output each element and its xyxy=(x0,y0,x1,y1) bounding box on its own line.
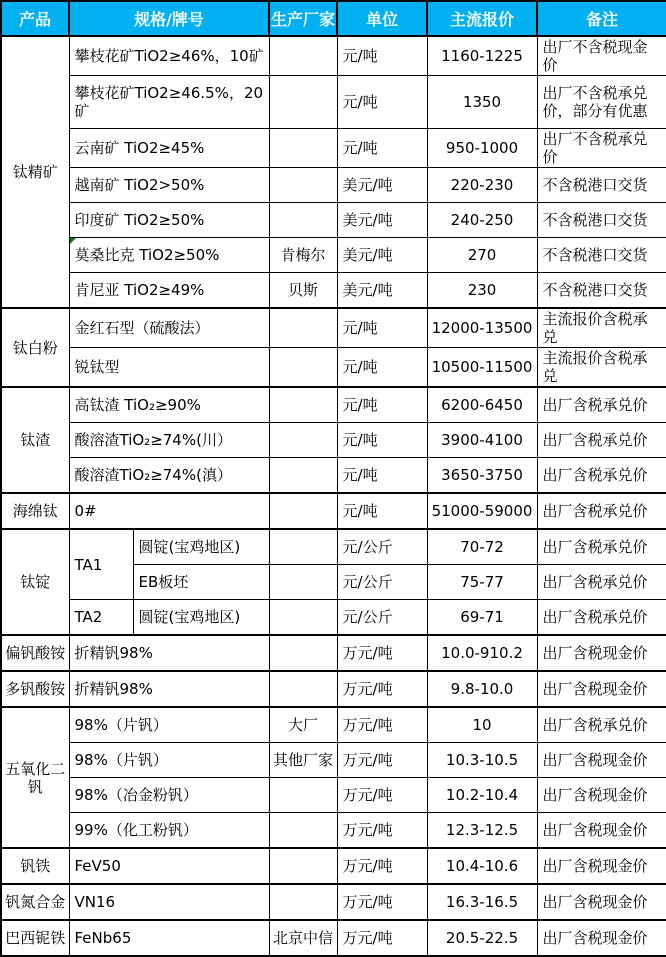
spec-cell: 云南矿 TiO2≥45% xyxy=(69,129,269,168)
unit-cell: 万元/吨 xyxy=(337,884,427,920)
maker-cell: 贝斯 xyxy=(269,273,337,309)
unit-cell: 万元/吨 xyxy=(337,743,427,778)
product-cell: 钛精矿 xyxy=(1,36,69,308)
price-cell: 6200-6450 xyxy=(427,387,537,423)
price-cell: 240-250 xyxy=(427,203,537,238)
spec-cell: 98%（片钒） xyxy=(69,743,269,778)
price-cell: 10500-11500 xyxy=(427,348,537,388)
spec-cell: 锐钛型 xyxy=(69,348,269,388)
maker-cell xyxy=(269,348,337,388)
unit-cell: 美元/吨 xyxy=(337,238,427,273)
unit-cell: 元/吨 xyxy=(337,423,427,458)
price-cell: 10.0-910.2 xyxy=(427,635,537,671)
spec-cell: 攀枝花矿TiO2≥46%，10矿 xyxy=(69,36,269,76)
maker-cell: 其他厂家 xyxy=(269,743,337,778)
note-cell: 出厂含税承兑价 xyxy=(537,493,666,529)
note-cell: 出厂含税承兑价 xyxy=(537,565,666,600)
note-cell: 主流报价含税承兑 xyxy=(537,308,666,348)
product-cell: 巴西铌铁 xyxy=(1,920,69,956)
header-maker: 生产厂家 xyxy=(269,1,337,36)
note-cell: 出厂不含税承兑价 xyxy=(537,129,666,168)
unit-cell: 美元/吨 xyxy=(337,168,427,203)
unit-cell: 元/吨 xyxy=(337,387,427,423)
maker-cell xyxy=(269,36,337,76)
unit-cell: 万元/吨 xyxy=(337,707,427,743)
unit-cell: 万元/吨 xyxy=(337,848,427,884)
spec-cell: 肯尼亚 TiO2≥49% xyxy=(69,273,269,309)
spec-cell: 莫桑比克 TiO2≥50% xyxy=(69,238,269,273)
spec-cell: 金红石型（硫酸法） xyxy=(69,308,269,348)
maker-cell xyxy=(269,308,337,348)
product-cell: 五氧化二钒 xyxy=(1,707,69,848)
unit-cell: 万元/吨 xyxy=(337,920,427,956)
note-cell: 出厂含税现金价 xyxy=(537,743,666,778)
table-row xyxy=(1,423,666,458)
unit-cell: 万元/吨 xyxy=(337,778,427,813)
maker-cell xyxy=(269,387,337,423)
note-cell: 主流报价含税承兑 xyxy=(537,348,666,388)
note-cell: 出厂含税承兑价 xyxy=(537,707,666,743)
maker-cell xyxy=(269,565,337,600)
spec-cell: FeNb65 xyxy=(69,920,269,956)
table-header-row xyxy=(1,1,666,36)
product-cell: 钛渣 xyxy=(1,387,69,493)
maker-cell: 肯梅尔 xyxy=(269,238,337,273)
spec-cell: 酸溶渣TiO₂≥74%(川） xyxy=(69,423,269,458)
price-cell: 51000-59000 xyxy=(427,493,537,529)
note-cell: 出厂含税现金价 xyxy=(537,778,666,813)
maker-cell xyxy=(269,813,337,849)
maker-cell xyxy=(269,600,337,636)
note-cell: 不含税港口交货 xyxy=(537,203,666,238)
maker-cell xyxy=(269,129,337,168)
price-cell: 75-77 xyxy=(427,565,537,600)
table-row xyxy=(1,707,666,743)
unit-cell: 美元/吨 xyxy=(337,203,427,238)
table-row xyxy=(1,493,666,529)
note-cell: 不含税港口交货 xyxy=(537,168,666,203)
product-cell: 钛白粉 xyxy=(1,308,69,387)
spec-cell: FeV50 xyxy=(69,848,269,884)
table-row xyxy=(1,813,666,849)
spec-cell: 99%（化工粉钒） xyxy=(69,813,269,849)
price-cell: 10.3-10.5 xyxy=(427,743,537,778)
product-cell: 偏钒酸铵 xyxy=(1,635,69,671)
unit-cell: 元/吨 xyxy=(337,36,427,76)
note-cell: 出厂含税现金价 xyxy=(537,671,666,707)
maker-cell xyxy=(269,203,337,238)
note-cell: 出厂含税承兑价 xyxy=(537,423,666,458)
unit-cell: 万元/吨 xyxy=(337,671,427,707)
note-cell: 出厂不含税承兑价，部分有优惠 xyxy=(537,76,666,129)
spec-cell: 越南矿 TiO2>50% xyxy=(69,168,269,203)
price-cell: 1350 xyxy=(427,76,537,129)
unit-cell: 元/吨 xyxy=(337,348,427,388)
unit-cell: 万元/吨 xyxy=(337,635,427,671)
header-unit: 单位 xyxy=(337,1,427,36)
table-row xyxy=(1,387,666,423)
table-row xyxy=(1,778,666,813)
spec-cell: 折精钒98% xyxy=(69,635,269,671)
spec-cell: 0# xyxy=(69,493,269,529)
unit-cell: 元/吨 xyxy=(337,308,427,348)
maker-cell xyxy=(269,884,337,920)
shape-cell: EB板坯 xyxy=(133,565,269,600)
price-cell: 16.3-16.5 xyxy=(427,884,537,920)
price-cell: 69-71 xyxy=(427,600,537,636)
unit-cell: 元/吨 xyxy=(337,129,427,168)
price-cell: 10.2-10.4 xyxy=(427,778,537,813)
note-cell: 不含税港口交货 xyxy=(537,238,666,273)
table-row xyxy=(1,635,666,671)
note-cell: 出厂含税现金价 xyxy=(537,920,666,956)
note-cell: 出厂含税承兑价 xyxy=(537,600,666,636)
note-cell: 出厂含税现金价 xyxy=(537,813,666,849)
maker-cell xyxy=(269,168,337,203)
table-row xyxy=(1,671,666,707)
note-cell: 出厂不含税现金价 xyxy=(537,36,666,76)
note-cell: 出厂含税现金价 xyxy=(537,848,666,884)
note-cell: 出厂含税承兑价 xyxy=(537,387,666,423)
price-cell: 950-1000 xyxy=(427,129,537,168)
price-cell: 230 xyxy=(427,273,537,309)
table-row xyxy=(1,308,666,348)
maker-cell: 大厂 xyxy=(269,707,337,743)
price-cell: 3900-4100 xyxy=(427,423,537,458)
header-product: 产品 xyxy=(1,1,69,36)
unit-cell: 元/吨 xyxy=(337,458,427,494)
maker-cell xyxy=(269,493,337,529)
product-cell: 海绵钛 xyxy=(1,493,69,529)
unit-cell: 元/吨 xyxy=(337,76,427,129)
spec-cell: 印度矿 TiO2≥50% xyxy=(69,203,269,238)
table-row xyxy=(1,529,666,565)
price-cell: 20.5-22.5 xyxy=(427,920,537,956)
price-cell: 1160-1225 xyxy=(427,36,537,76)
header-note: 备注 xyxy=(537,1,666,36)
table-row xyxy=(1,203,666,238)
table-row xyxy=(1,238,666,273)
maker-cell xyxy=(269,635,337,671)
product-cell: 多钒酸铵 xyxy=(1,671,69,707)
price-cell: 10 xyxy=(427,707,537,743)
note-cell: 出厂含税现金价 xyxy=(537,884,666,920)
table-row xyxy=(1,129,666,168)
comment-marker-icon xyxy=(70,238,76,244)
price-cell: 70-72 xyxy=(427,529,537,565)
note-cell: 出厂含税承兑价 xyxy=(537,458,666,494)
header-price: 主流报价 xyxy=(427,1,537,36)
table-row xyxy=(1,920,666,956)
maker-cell xyxy=(269,423,337,458)
maker-cell: 北京中信 xyxy=(269,920,337,956)
price-cell: 12.3-12.5 xyxy=(427,813,537,849)
price-cell: 10.4-10.6 xyxy=(427,848,537,884)
spec-cell: VN16 xyxy=(69,884,269,920)
spec-cell: 攀枝花矿TiO2≥46.5%，20矿 xyxy=(69,76,269,129)
table-row xyxy=(1,348,666,388)
table-row xyxy=(1,273,666,309)
ta-cell: TA2 xyxy=(69,600,133,636)
unit-cell: 万元/吨 xyxy=(337,813,427,849)
table-row xyxy=(1,600,666,636)
spec-cell: 98%（冶金粉钒） xyxy=(69,778,269,813)
price-cell: 9.8-10.0 xyxy=(427,671,537,707)
unit-cell: 元/公斤 xyxy=(337,600,427,636)
note-cell: 出厂含税承兑价 xyxy=(537,529,666,565)
table-row xyxy=(1,884,666,920)
shape-cell: 圆锭(宝鸡地区) xyxy=(133,600,269,636)
product-cell: 钒铁 xyxy=(1,848,69,884)
maker-cell xyxy=(269,458,337,494)
table-row xyxy=(1,76,666,129)
shape-cell: 圆锭(宝鸡地区) xyxy=(133,529,269,565)
spec-cell: 酸溶渣TiO₂≥74%(滇） xyxy=(69,458,269,494)
product-cell: 钒氮合金 xyxy=(1,884,69,920)
maker-cell xyxy=(269,529,337,565)
table-row xyxy=(1,36,666,76)
maker-cell xyxy=(269,848,337,884)
maker-cell xyxy=(269,671,337,707)
price-cell: 270 xyxy=(427,238,537,273)
price-cell: 220-230 xyxy=(427,168,537,203)
unit-cell: 元/吨 xyxy=(337,493,427,529)
table-row xyxy=(1,848,666,884)
price-cell: 3650-3750 xyxy=(427,458,537,494)
spec-cell: 高钛渣 TiO₂≥90% xyxy=(69,387,269,423)
table-row xyxy=(1,458,666,494)
note-cell: 不含税港口交货 xyxy=(537,273,666,309)
unit-cell: 元/公斤 xyxy=(337,529,427,565)
price-cell: 12000-13500 xyxy=(427,308,537,348)
maker-cell xyxy=(269,778,337,813)
unit-cell: 美元/吨 xyxy=(337,273,427,309)
note-cell: 出厂含税现金价 xyxy=(537,635,666,671)
price-table-body xyxy=(1,36,666,956)
spec-cell: 98%（片钒） xyxy=(69,707,269,743)
header-spec: 规格/牌号 xyxy=(69,1,269,36)
table-row xyxy=(1,743,666,778)
spec-cell: 折精钒98% xyxy=(69,671,269,707)
table-row xyxy=(1,168,666,203)
product-cell: 钛锭 xyxy=(1,529,69,635)
maker-cell xyxy=(269,76,337,129)
ta-cell: TA1 xyxy=(69,529,133,600)
unit-cell: 元/公斤 xyxy=(337,565,427,600)
